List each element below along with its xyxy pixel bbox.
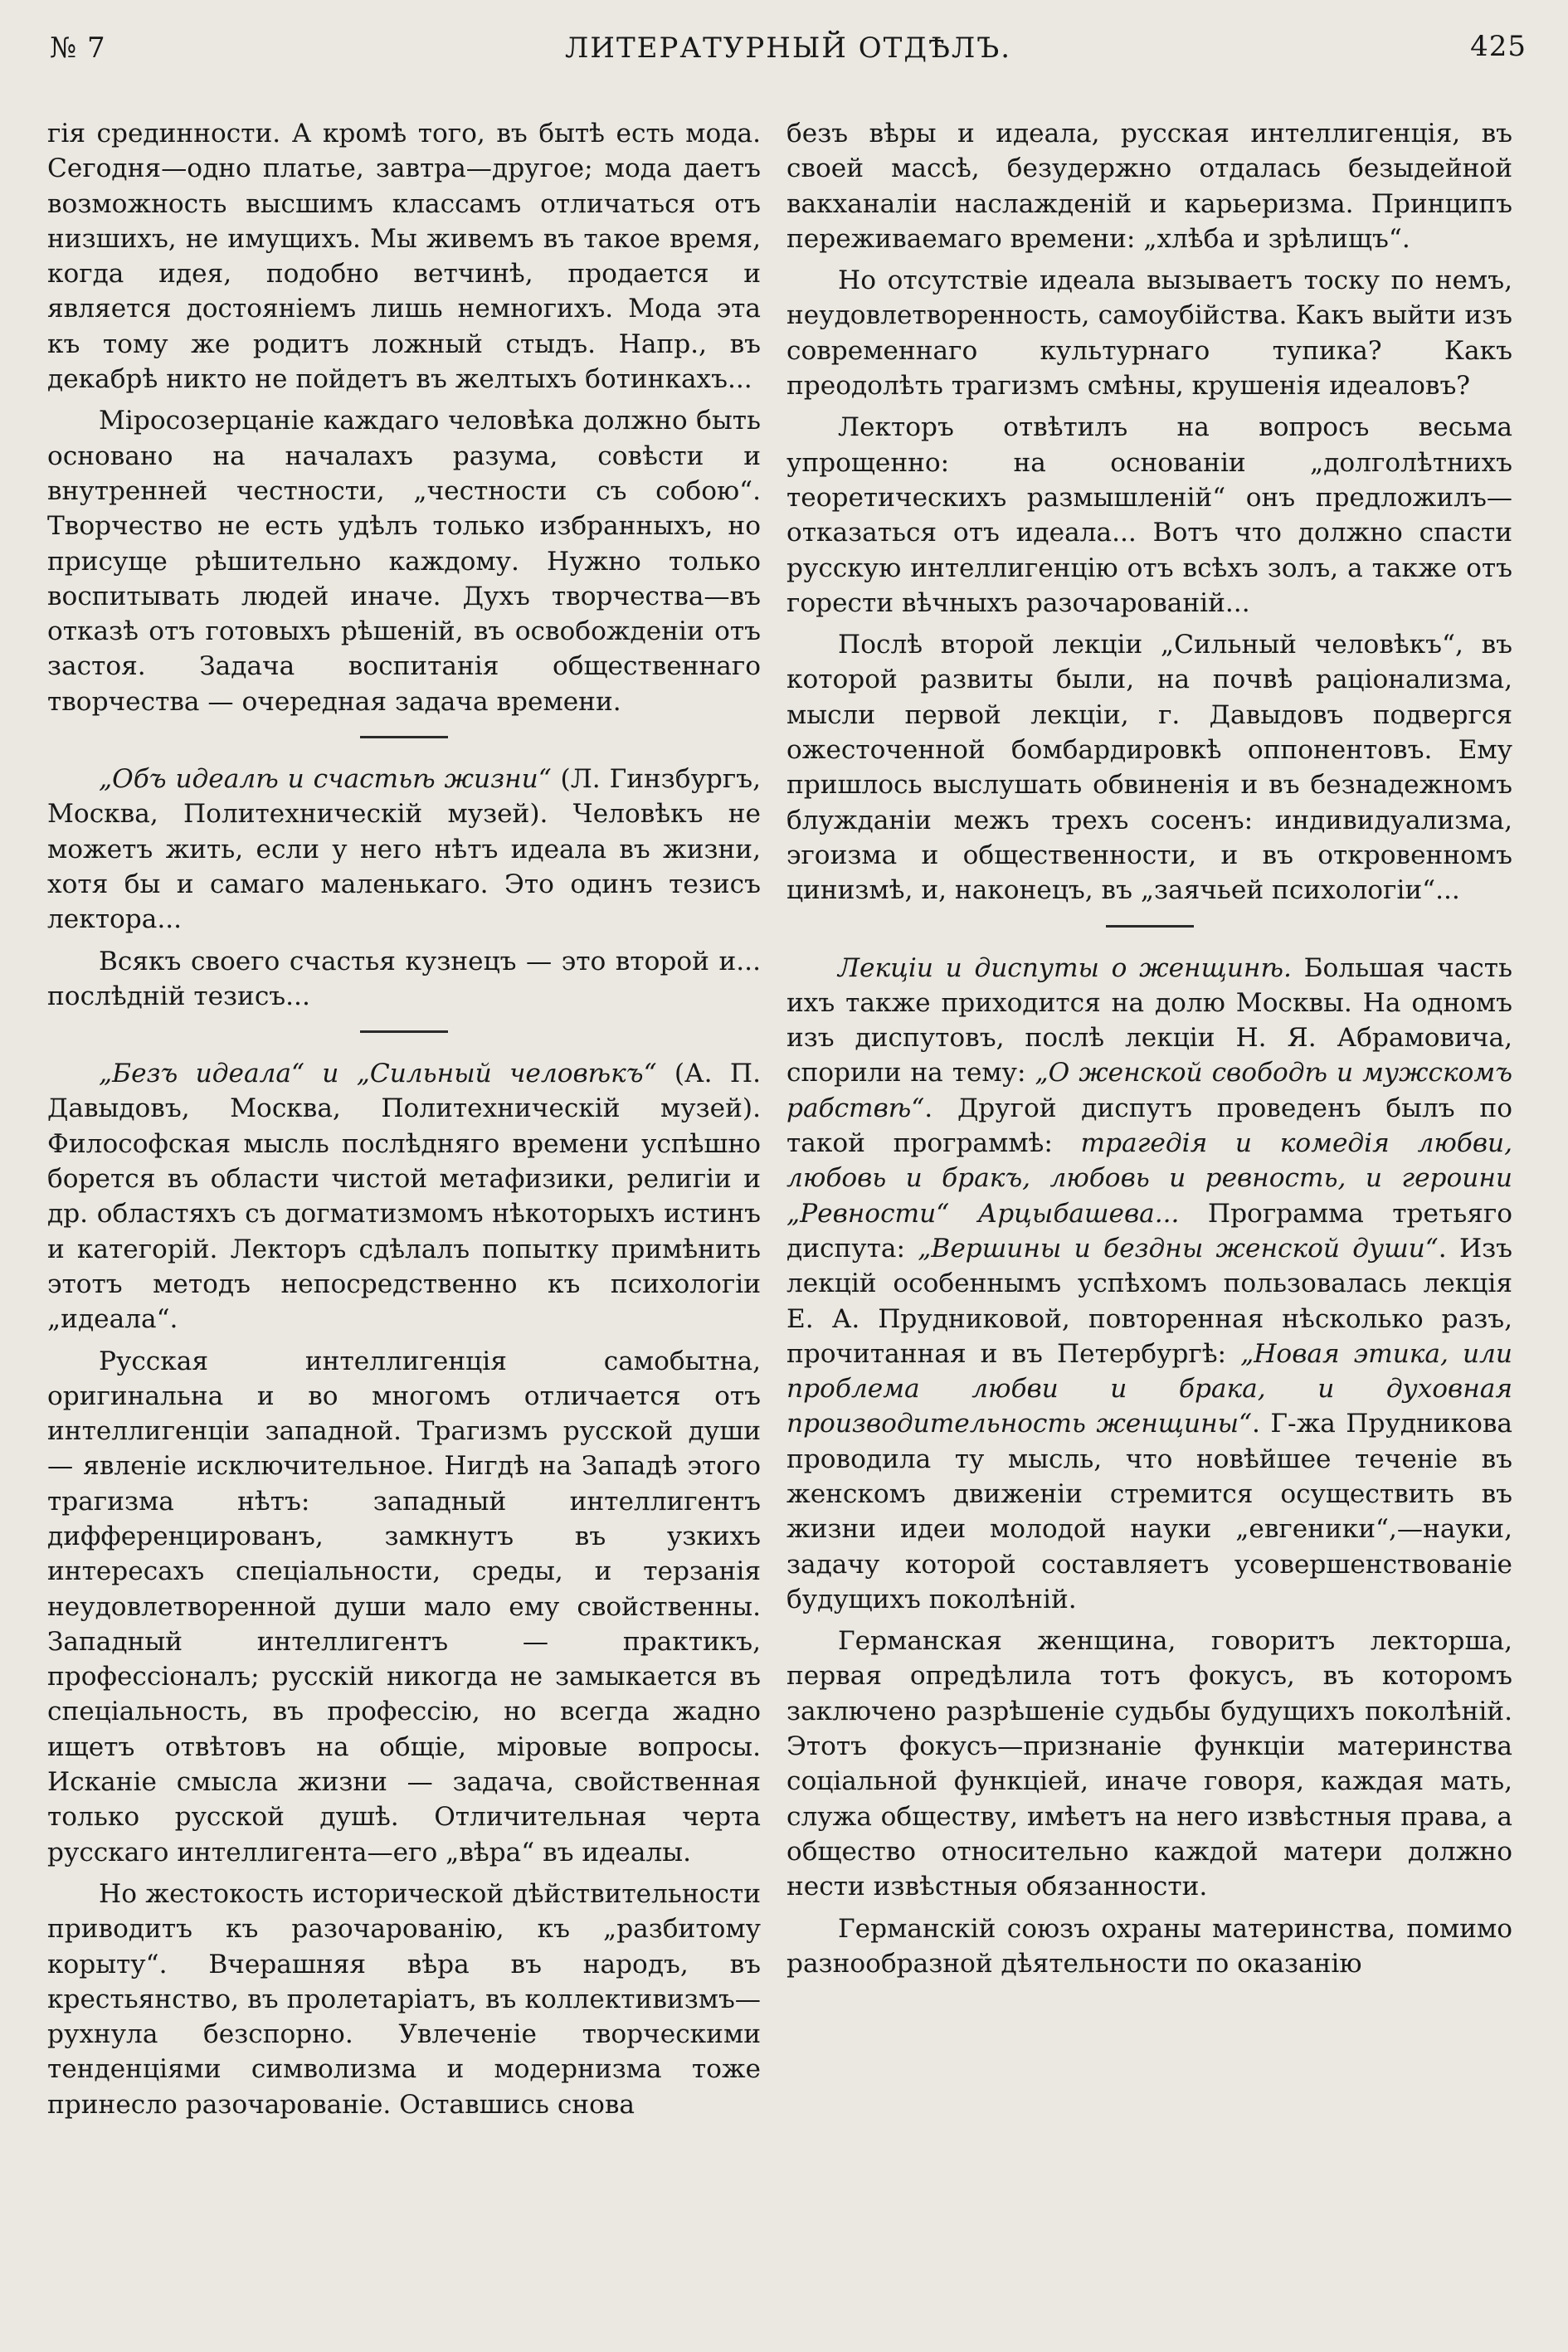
paragraph: Лекторъ отвѣтилъ на вопросъ весьма упрощенно: на основаніи „долголѣтнихъ теоретическихъ размышленій“ онъ предложилъ—отказаться отъ идеала... Вотъ что должно спасти русскую интеллигенцію отъ всѣхъ золъ, а также отъ горести вѣчныхъ разочарованій...: [786, 412, 1512, 618]
paragraph: Но отсутствіе идеала вызываетъ тоску по немъ, неудовлетворенность, самоубійства. Какъ выйти изъ современнаго культурнаго тупика? Какъ преодолѣть трагизмъ смѣны, крушенія идеаловъ?: [786, 265, 1512, 402]
section-title: ЛИТЕРАТУРНЫЙ ОТДѢЛЪ.: [564, 32, 1012, 65]
section-divider: [360, 1030, 448, 1033]
italic-text: „Вершины и бездны женской души“: [918, 1233, 1439, 1264]
right-column: [786, 116, 1512, 2331]
paragraph-text: (Л. Гинзбургъ, Москва, Политехническій музей). Человѣкъ не можетъ жить, если у него нѣтъ идеала въ жизни, хотя бы и самаго маленькаго. Это одинъ тезисъ лектора...: [47, 764, 761, 935]
section-divider: [360, 736, 448, 738]
page-header: [50, 23, 1527, 73]
page-number: 425: [1470, 30, 1527, 63]
paragraph: Русская интеллигенція самобытна, оригинальна и во многомъ отличается отъ интеллигенціи западной. Трагизмъ русской души — явленіе исключительное. Нигдѣ на Западѣ этого трагизма нѣтъ: западный интеллигентъ дифференцированъ, замкнутъ въ узкихъ интересахъ спеціальности, среды, и терзанія неудовлетворенной души мало ему свойственны. Западный интеллигентъ — практикъ, профессіоналъ; русскій никогда не замыкается въ спеціальность, въ профессію, но всегда жадно ищетъ отвѣтовъ на общіе, міровые вопросы. Исканіе смысла жизни — задача, свойственная только русской душѣ. Отличительная черта русскаго интеллигента—его „вѣра“ въ идеалы.: [47, 1346, 761, 1867]
paragraph: Всякъ своего счастья кузнецъ — это второй и... послѣдній тезисъ...: [47, 946, 761, 1011]
paragraph-text: . Г-жа Прудникова проводила ту мысль, что новѣйшее теченіе въ женскомъ движеніи стремится осуществить въ жизни идеи молодой науки „евгеники“,—науки, задачу которой составляетъ усовершенствованіе будущихъ поколѣній.: [786, 1409, 1513, 1614]
paragraph-text: . Другой диспутъ проведенъ былъ по такой программѣ:: [786, 1093, 1512, 1159]
paragraph-text: Программа третьяго диспута:: [786, 1198, 1512, 1264]
paragraph: гія срединности. А кромѣ того, въ бытѣ есть мода. Сегодня—одно платье, завтра—другое; мода даетъ возможность высшимъ классамъ отличаться отъ низшихъ, не имущихъ. Мы живемъ въ такое время, когда идея, подобно ветчинѣ, продается и является достояніемъ лишь немногихъ. Мода эта къ тому же родитъ ложный стыдъ. Напр., въ декабрѣ никто не пойдетъ въ желтыхъ ботинкахъ...: [47, 119, 761, 395]
paragraph-text: Большая часть ихъ также приходится на долю Москвы. На одномъ изъ диспутовъ, послѣ лекціи Н. Я. Абрамовича, спорили на тему:: [786, 952, 1512, 1088]
paragraph-text: . Изъ лекцій особеннымъ успѣхомъ пользовалась лекція Е. А. Прудниковой, повторенная нѣсколько разъ, прочитанная и въ Петербургѣ:: [786, 1233, 1512, 1369]
paragraph: Германская женщина, говоритъ лекторша, первая опредѣлила тотъ фокусъ, въ которомъ заключено разрѣшеніе судьбы будущихъ поколѣній. Этотъ фокусъ—признаніе функціи материнства соціальной функціей, иначе говоря, каждая мать, служа обществу, имѣетъ на него извѣстныя права, а общество относительно каждой матери должно нести извѣстныя обязанности.: [786, 1626, 1512, 1902]
lecture-title: „Безъ идеала“ и „Сильный человѣкъ“: [99, 1059, 657, 1089]
lecture-title: „Объ идеалѣ и счастьѣ жизни“: [99, 764, 552, 795]
issue-number: № 7: [50, 32, 106, 65]
paragraph: Послѣ второй лекціи „Сильный человѣкъ“, въ которой развиты были, на почвѣ раціонализма, мысли первой лекціи, г. Давыдовъ подвергся ожесточенной бомбардировкѣ оппонентовъ. Ему пришлось выслушать обвиненія и въ безнадежномъ блужданіи межъ трехъ сосенъ: индивидуализма, эгоизма и общественности, и въ откровенномъ цинизмѣ, и, наконецъ, въ „заячьей психологіи“...: [786, 630, 1512, 906]
paragraph: [786, 951, 1512, 1618]
section-heading: Лекціи и диспуты о женщинѣ.: [838, 952, 1292, 983]
section-divider: [1106, 925, 1194, 928]
italic-text: „О женской свободѣ и мужскомъ рабствѣ“: [786, 1058, 1512, 1123]
italic-text: „Новая этика, или проблема любви и брака, и духовная производительность женщины“: [786, 1338, 1512, 1439]
italic-text: трагедія и комедія любви, любовь и бракъ, любовь и ревность, и героини „Ревности“ Арцыбашева...: [786, 1128, 1512, 1229]
paragraph: [47, 1056, 761, 1337]
paragraph: Но жестокость исторической дѣйствительности приводитъ къ разочарованію, къ „разбитому корыту“. Вчерашняя вѣра въ народъ, въ крестьянство, въ пролетаріатъ, въ коллективизмъ—рухнула безспорно. Увлеченіе творческими тенденціями символизма и модернизма тоже принесло разочарованіе. Оставшись снова: [47, 1878, 761, 2120]
paragraph: Міросозерцаніе каждаго человѣка должно быть основано на началахъ разума, совѣсти и внутренней честности, „честности съ собою“. Творчество не есть удѣлъ только избранныхъ, но присуще рѣшительно каждому. Нужно только воспитывать людей иначе. Духъ творчества—въ отказѣ отъ готовыхъ рѣшеній, въ освобожденіи отъ застоя. Задача воспитанія общественнаго творчества — очередная задача времени.: [47, 406, 761, 717]
paragraph: [47, 762, 761, 937]
paragraph: Германскій союзъ охраны материнства, помимо разнообразной дѣятельности по оказанію: [786, 1913, 1512, 1979]
paragraph: безъ вѣры и идеала, русская интеллигенція, въ своей массѣ, безудержно отдалась безыдейной вакханаліи наслажденій и карьеризма. Принципъ переживаемаго времени: „хлѣба и зрѣлищъ“.: [786, 119, 1512, 254]
paragraph-text: (А. П. Давыдовъ, Москва, Политехническій музей). Философская мысль послѣдняго времени успѣшно борется въ области чистой метафизики, религіи и др. областяхъ съ догматизмомъ нѣкоторыхъ истинъ и категорій. Лекторъ сдѣлалъ попытку примѣнить этотъ методъ непосредственно къ психологіи „идеала“.: [47, 1059, 762, 1335]
left-column: [47, 116, 761, 2331]
